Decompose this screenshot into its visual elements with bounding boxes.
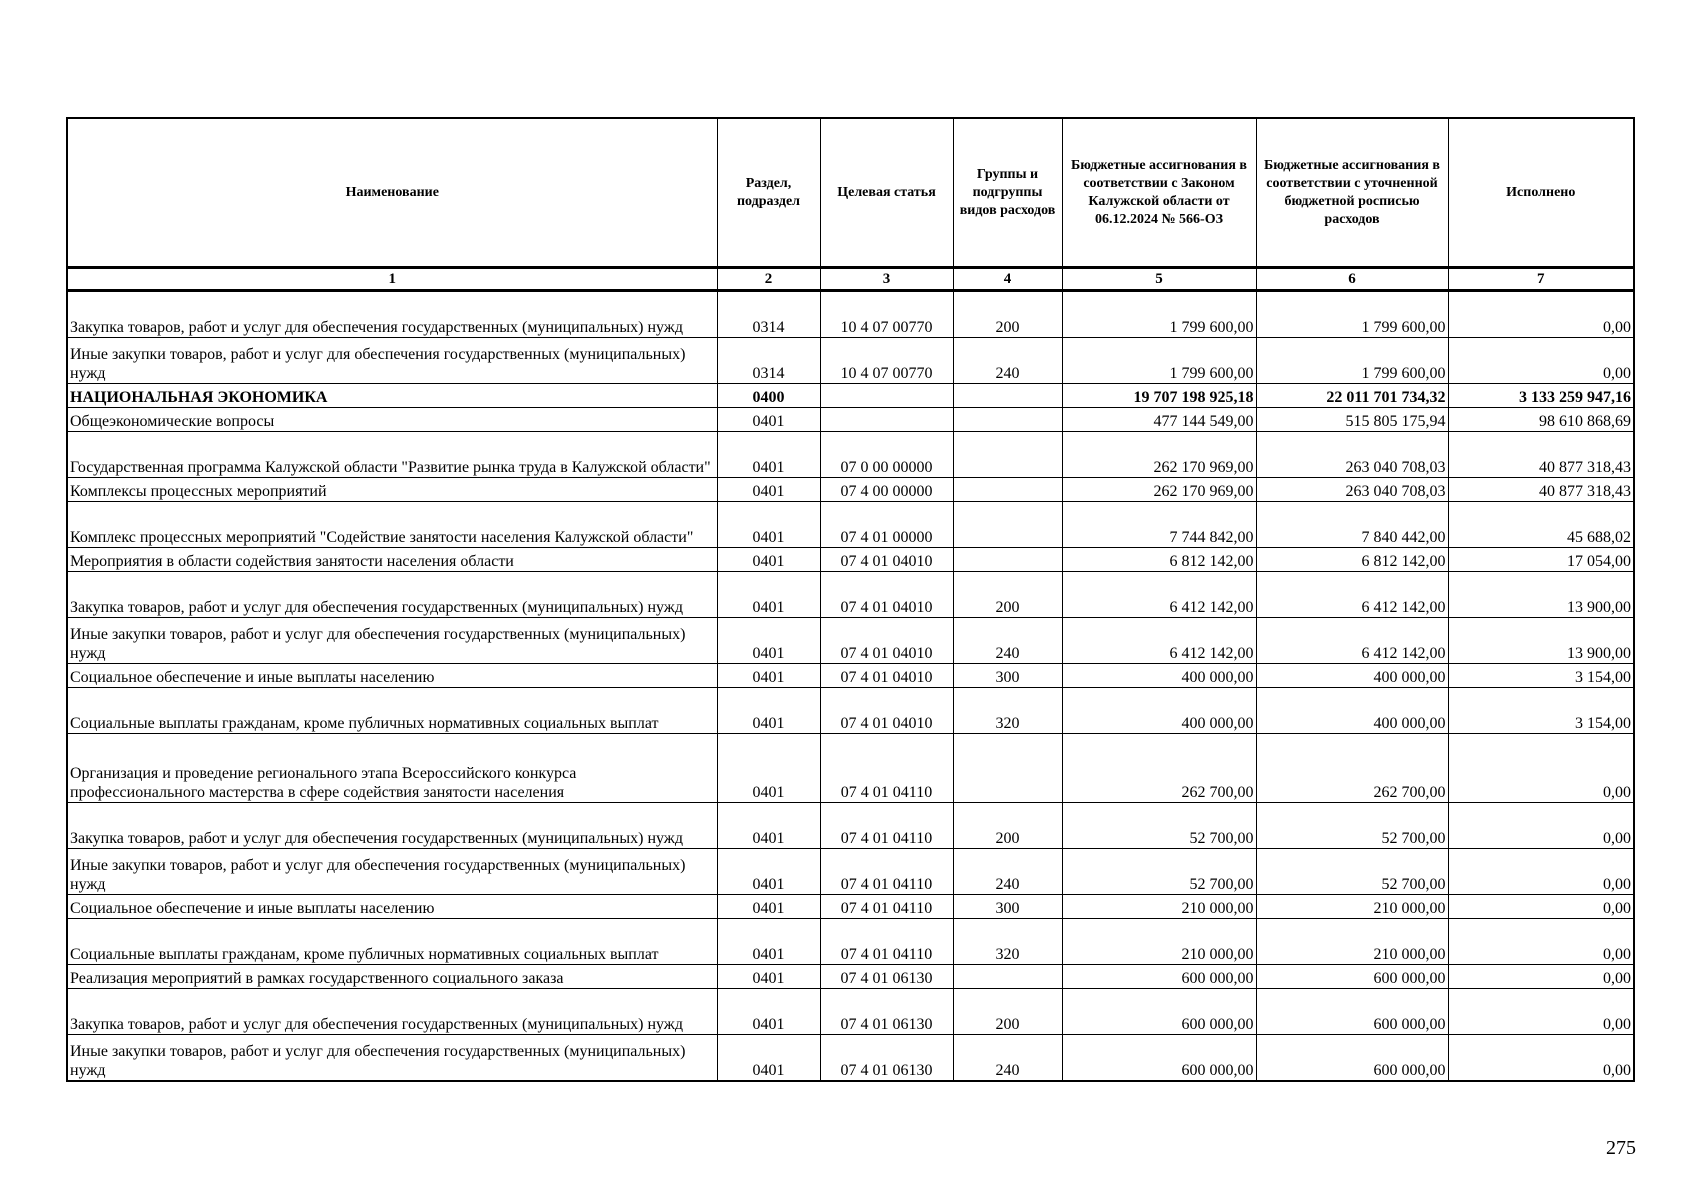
table-row (67, 478, 1634, 502)
row-group (953, 965, 1062, 989)
row-done-amount: 13 900,00 (1448, 572, 1634, 618)
row-law-amount: 400 000,00 (1062, 664, 1256, 688)
row-plan-amount: 210 000,00 (1256, 895, 1448, 919)
row-section: 0401 (717, 572, 820, 618)
col-number: 1 (67, 268, 717, 291)
column-number-row (67, 268, 1634, 291)
row-section: 0400 (717, 384, 820, 408)
row-name: Социальное обеспечение и иные выплаты населению (67, 664, 717, 688)
row-law-amount: 6 412 142,00 (1062, 618, 1256, 664)
row-law-amount: 19 707 198 925,18 (1062, 384, 1256, 408)
row-plan-amount: 263 040 708,03 (1256, 432, 1448, 478)
row-name: Закупка товаров, работ и услуг для обеспечения государственных (муниципальных) нужд (67, 803, 717, 849)
row-target: 07 4 01 04010 (820, 664, 953, 688)
row-plan-amount: 400 000,00 (1256, 688, 1448, 734)
row-plan-amount: 600 000,00 (1256, 1035, 1448, 1082)
row-done-amount: 3 154,00 (1448, 664, 1634, 688)
col-header-plan: Бюджетные ассигнования в соответствии с уточненной бюджетной росписью расходов (1256, 118, 1448, 268)
table-row (67, 989, 1634, 1035)
row-law-amount: 210 000,00 (1062, 919, 1256, 965)
col-number: 3 (820, 268, 953, 291)
table-row (67, 502, 1634, 548)
col-header-section: Раздел, подраздел (717, 118, 820, 268)
table-row (67, 849, 1634, 895)
row-plan-amount: 22 011 701 734,32 (1256, 384, 1448, 408)
table-row (67, 384, 1634, 408)
row-name: Социальные выплаты гражданам, кроме публичных нормативных социальных выплат (67, 919, 717, 965)
row-name: Социальное обеспечение и иные выплаты населению (67, 895, 717, 919)
table-row (67, 734, 1634, 803)
row-group: 200 (953, 572, 1062, 618)
col-header-law: Бюджетные ассигнования в соответствии с Законом Калужской области от 06.12.2024 № 566-ОЗ (1062, 118, 1256, 268)
row-section: 0401 (717, 688, 820, 734)
table-row (67, 408, 1634, 432)
row-target (820, 384, 953, 408)
row-done-amount: 98 610 868,69 (1448, 408, 1634, 432)
row-target: 07 4 01 04110 (820, 803, 953, 849)
row-section: 0401 (717, 803, 820, 849)
row-plan-amount: 262 700,00 (1256, 734, 1448, 803)
col-number: 6 (1256, 268, 1448, 291)
row-group: 320 (953, 919, 1062, 965)
table-row (67, 1035, 1634, 1082)
row-name: Закупка товаров, работ и услуг для обеспечения государственных (муниципальных) нужд (67, 572, 717, 618)
row-law-amount: 6 812 142,00 (1062, 548, 1256, 572)
row-plan-amount: 6 412 142,00 (1256, 572, 1448, 618)
row-plan-amount: 6 412 142,00 (1256, 618, 1448, 664)
row-law-amount: 6 412 142,00 (1062, 572, 1256, 618)
row-group: 200 (953, 291, 1062, 338)
row-done-amount: 0,00 (1448, 849, 1634, 895)
row-plan-amount: 1 799 600,00 (1256, 338, 1448, 384)
row-section: 0401 (717, 849, 820, 895)
row-group (953, 408, 1062, 432)
table-row (67, 338, 1634, 384)
row-plan-amount: 7 840 442,00 (1256, 502, 1448, 548)
row-plan-amount: 52 700,00 (1256, 803, 1448, 849)
row-group: 200 (953, 989, 1062, 1035)
table-row (67, 618, 1634, 664)
row-group: 320 (953, 688, 1062, 734)
budget-sheet (66, 117, 1633, 1082)
row-law-amount: 600 000,00 (1062, 1035, 1256, 1082)
row-name: Иные закупки товаров, работ и услуг для обеспечения государственных (муниципальных) нужд (67, 338, 717, 384)
row-section: 0401 (717, 895, 820, 919)
row-done-amount: 40 877 318,43 (1448, 432, 1634, 478)
row-group: 300 (953, 664, 1062, 688)
row-done-amount: 0,00 (1448, 338, 1634, 384)
row-target (820, 408, 953, 432)
row-name: Закупка товаров, работ и услуг для обеспечения государственных (муниципальных) нужд (67, 989, 717, 1035)
row-law-amount: 52 700,00 (1062, 849, 1256, 895)
row-group: 240 (953, 1035, 1062, 1082)
row-section: 0401 (717, 919, 820, 965)
row-target: 07 4 01 04110 (820, 919, 953, 965)
row-law-amount: 1 799 600,00 (1062, 338, 1256, 384)
row-target: 10 4 07 00770 (820, 291, 953, 338)
row-plan-amount: 1 799 600,00 (1256, 291, 1448, 338)
row-law-amount: 262 700,00 (1062, 734, 1256, 803)
row-name: Комплекс процессных мероприятий "Содействие занятости населения Калужской области" (67, 502, 717, 548)
row-name: Общеэкономические вопросы (67, 408, 717, 432)
row-name: Иные закупки товаров, работ и услуг для обеспечения государственных (муниципальных) нужд (67, 618, 717, 664)
row-group (953, 384, 1062, 408)
row-done-amount: 3 133 259 947,16 (1448, 384, 1634, 408)
table-row (67, 895, 1634, 919)
table-row (67, 572, 1634, 618)
table-body (67, 291, 1634, 1082)
row-plan-amount: 6 812 142,00 (1256, 548, 1448, 572)
row-law-amount: 262 170 969,00 (1062, 432, 1256, 478)
table-row (67, 291, 1634, 338)
row-section: 0401 (717, 408, 820, 432)
row-law-amount: 477 144 549,00 (1062, 408, 1256, 432)
row-section: 0401 (717, 432, 820, 478)
row-law-amount: 600 000,00 (1062, 965, 1256, 989)
row-done-amount: 0,00 (1448, 291, 1634, 338)
row-target: 07 4 01 04010 (820, 618, 953, 664)
table-row (67, 803, 1634, 849)
row-plan-amount: 210 000,00 (1256, 919, 1448, 965)
row-name: Реализация мероприятий в рамках государственного социального заказа (67, 965, 717, 989)
row-law-amount: 52 700,00 (1062, 803, 1256, 849)
table-row (67, 919, 1634, 965)
row-group (953, 432, 1062, 478)
row-name: Закупка товаров, работ и услуг для обеспечения государственных (муниципальных) нужд (67, 291, 717, 338)
row-plan-amount: 400 000,00 (1256, 664, 1448, 688)
row-name: Мероприятия в области содействия занятости населения области (67, 548, 717, 572)
row-plan-amount: 263 040 708,03 (1256, 478, 1448, 502)
row-group: 240 (953, 338, 1062, 384)
row-law-amount: 400 000,00 (1062, 688, 1256, 734)
row-plan-amount: 600 000,00 (1256, 989, 1448, 1035)
row-group (953, 502, 1062, 548)
row-section: 0314 (717, 291, 820, 338)
table-row (67, 432, 1634, 478)
col-header-target: Целевая статья (820, 118, 953, 268)
row-name: Иные закупки товаров, работ и услуг для обеспечения государственных (муниципальных) нужд (67, 849, 717, 895)
col-header-group: Группы и подгруппы видов расходов (953, 118, 1062, 268)
row-section: 0401 (717, 734, 820, 803)
row-target: 07 4 01 06130 (820, 1035, 953, 1082)
row-plan-amount: 52 700,00 (1256, 849, 1448, 895)
row-law-amount: 210 000,00 (1062, 895, 1256, 919)
col-number: 5 (1062, 268, 1256, 291)
row-section: 0401 (717, 502, 820, 548)
row-done-amount: 45 688,02 (1448, 502, 1634, 548)
col-number: 2 (717, 268, 820, 291)
row-target: 07 4 01 06130 (820, 989, 953, 1035)
row-section: 0401 (717, 478, 820, 502)
row-name: Государственная программа Калужской области "Развитие рынка труда в Калужской области" (67, 432, 717, 478)
row-target: 07 4 01 00000 (820, 502, 953, 548)
row-target: 10 4 07 00770 (820, 338, 953, 384)
row-law-amount: 600 000,00 (1062, 989, 1256, 1035)
row-name: Социальные выплаты гражданам, кроме публичных нормативных социальных выплат (67, 688, 717, 734)
row-group: 240 (953, 849, 1062, 895)
row-done-amount: 0,00 (1448, 919, 1634, 965)
table-row (67, 548, 1634, 572)
row-target: 07 4 01 04110 (820, 895, 953, 919)
row-plan-amount: 515 805 175,94 (1256, 408, 1448, 432)
row-group (953, 478, 1062, 502)
row-name: Комплексы процессных мероприятий (67, 478, 717, 502)
row-target: 07 0 00 00000 (820, 432, 953, 478)
row-section: 0401 (717, 965, 820, 989)
row-done-amount: 13 900,00 (1448, 618, 1634, 664)
col-number: 7 (1448, 268, 1634, 291)
page-number: 275 (1606, 1137, 1636, 1159)
row-name: Организация и проведение регионального этапа Всероссийского конкурса профессионального мастерства в сфере содействия занятости населения (67, 734, 717, 803)
row-section: 0401 (717, 548, 820, 572)
row-target: 07 4 01 04010 (820, 572, 953, 618)
row-target: 07 4 01 06130 (820, 965, 953, 989)
row-target: 07 4 01 04110 (820, 849, 953, 895)
row-done-amount: 0,00 (1448, 1035, 1634, 1082)
row-target: 07 4 01 04010 (820, 688, 953, 734)
budget-table (66, 117, 1635, 1082)
row-done-amount: 3 154,00 (1448, 688, 1634, 734)
row-done-amount: 0,00 (1448, 989, 1634, 1035)
row-done-amount: 17 054,00 (1448, 548, 1634, 572)
row-done-amount: 0,00 (1448, 734, 1634, 803)
col-header-done: Исполнено (1448, 118, 1634, 268)
row-done-amount: 0,00 (1448, 965, 1634, 989)
row-name: НАЦИОНАЛЬНАЯ ЭКОНОМИКА (67, 384, 717, 408)
row-section: 0314 (717, 338, 820, 384)
table-row (67, 965, 1634, 989)
col-number: 4 (953, 268, 1062, 291)
row-group: 200 (953, 803, 1062, 849)
row-name: Иные закупки товаров, работ и услуг для обеспечения государственных (муниципальных) нужд (67, 1035, 717, 1082)
row-section: 0401 (717, 664, 820, 688)
row-law-amount: 1 799 600,00 (1062, 291, 1256, 338)
row-section: 0401 (717, 989, 820, 1035)
row-section: 0401 (717, 618, 820, 664)
row-done-amount: 0,00 (1448, 895, 1634, 919)
row-group: 240 (953, 618, 1062, 664)
row-group (953, 548, 1062, 572)
row-section: 0401 (717, 1035, 820, 1082)
row-done-amount: 40 877 318,43 (1448, 478, 1634, 502)
row-law-amount: 7 744 842,00 (1062, 502, 1256, 548)
row-group (953, 734, 1062, 803)
row-target: 07 4 01 04110 (820, 734, 953, 803)
col-header-name: Наименование (67, 118, 717, 268)
row-target: 07 4 01 04010 (820, 548, 953, 572)
table-row (67, 664, 1634, 688)
table-row (67, 688, 1634, 734)
row-target: 07 4 00 00000 (820, 478, 953, 502)
header-row (67, 118, 1634, 268)
row-done-amount: 0,00 (1448, 803, 1634, 849)
row-law-amount: 262 170 969,00 (1062, 478, 1256, 502)
row-group: 300 (953, 895, 1062, 919)
row-plan-amount: 600 000,00 (1256, 965, 1448, 989)
